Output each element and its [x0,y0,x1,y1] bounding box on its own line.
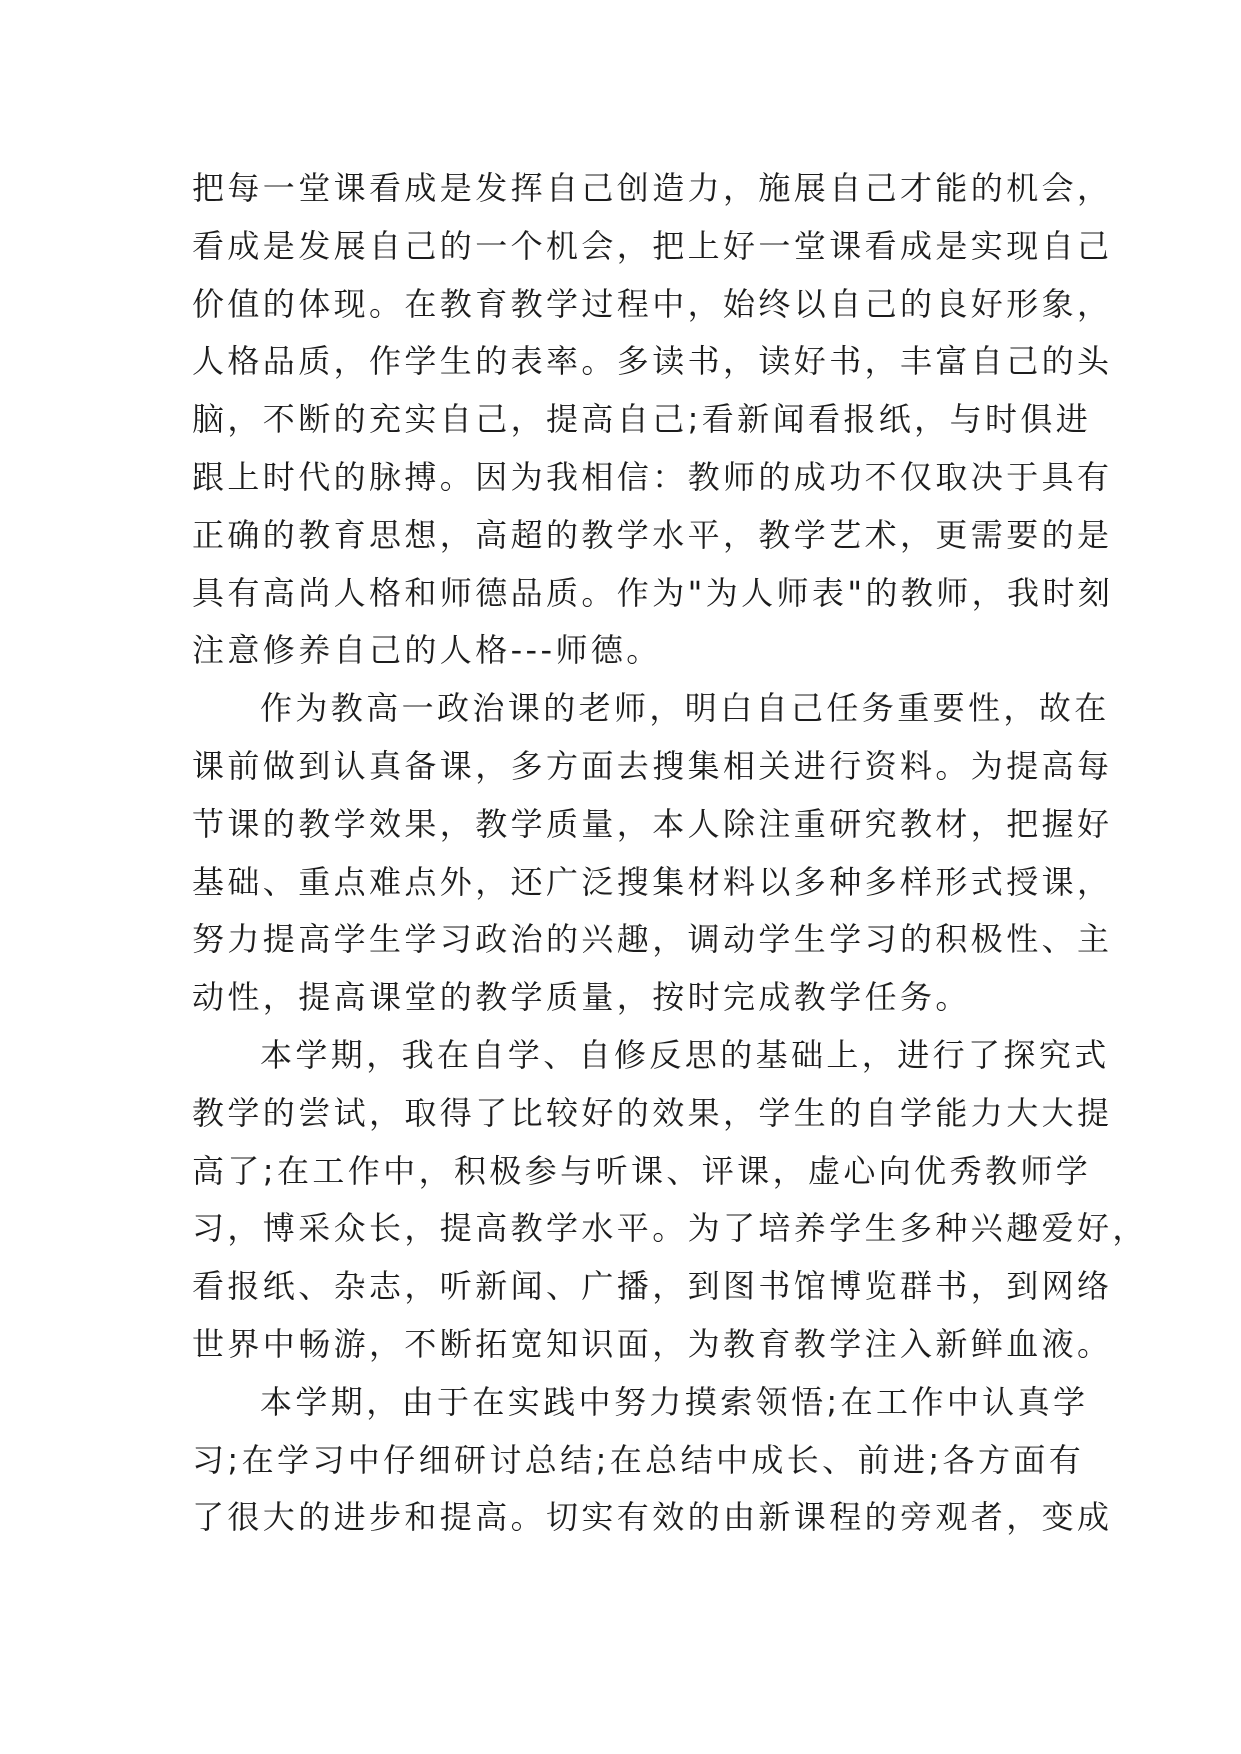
text-line-13: 基础、重点难点外，还广泛搜集材料以多种多样形式授课， [192,862,1113,901]
text-line-8: 具有高尚人格和师德品质。作为"为人师表"的教师，我时刻 [192,573,1114,612]
text-line-2: 看成是发展自己的一个机会，把上好一堂课看成是实现自己 [192,226,1113,265]
text-line-12: 节课的教学效果，教学质量，本人除注重研究教材，把握好 [192,804,1113,843]
text-line-3: 价值的体现。在教育教学过程中，始终以自己的良好形象， [192,284,1113,323]
text-line-23: 习;在学习中仔细研讨总结;在总结中成长、前进;各方面有 [192,1440,1085,1479]
document-body [192,160,1148,1547]
paragraph-start-line: 本学期，我在自学、自修反思的基础上，进行了探究式 [260,1035,1110,1074]
text-line-24: 了很大的进步和提高。切实有效的由新课程的旁观者，变成 [192,1498,1113,1537]
text-line-11: 课前做到认真备课，多方面去搜集相关进行资料。为提高每 [192,746,1113,785]
paragraph-start-line: 本学期，由于在实践中努力摸索领悟;在工作中认真学 [260,1382,1089,1421]
text-line-21: 世界中畅游，不断拓宽知识面，为教育教学注入新鲜血液。 [192,1324,1113,1363]
paragraph-start-line: 作为教高一政治课的老师，明白自己任务重要性，故在 [260,689,1110,728]
text-line-19: 习，博采众长，提高教学水平。为了培养学生多种兴趣爱好， [192,1209,1148,1248]
text-line-15: 动性，提高课堂的教学质量，按时完成教学任务。 [192,978,971,1017]
text-line-6: 跟上时代的脉搏。因为我相信：教师的成功不仅取决于具有 [192,457,1113,496]
text-line-7: 正确的教育思想，高超的教学水平，教学艺术，更需要的是 [192,515,1113,554]
text-line-18: 高了;在工作中，积极参与听课、评课，虚心向优秀教师学 [192,1151,1092,1190]
text-line-20: 看报纸、杂志，听新闻、广播，到图书馆博览群书，到网络 [192,1267,1113,1306]
text-line-1: 把每一堂课看成是发挥自己创造力，施展自己才能的机会， [192,169,1113,207]
text-line-14: 努力提高学生学习政治的兴趣，调动学生学习的积极性、主 [192,920,1113,959]
text-line-5: 脑，不断的充实自己，提高自己;看新闻看报纸，与时俱进 [192,400,1092,439]
text-line-17: 教学的尝试，取得了比较好的效果，学生的自学能力大大提 [192,1093,1113,1132]
text-line-9: 注意修养自己的人格---师德。 [192,631,662,670]
text-line-4: 人格品质，作学生的表率。多读书，读好书，丰富自己的头 [192,342,1113,381]
